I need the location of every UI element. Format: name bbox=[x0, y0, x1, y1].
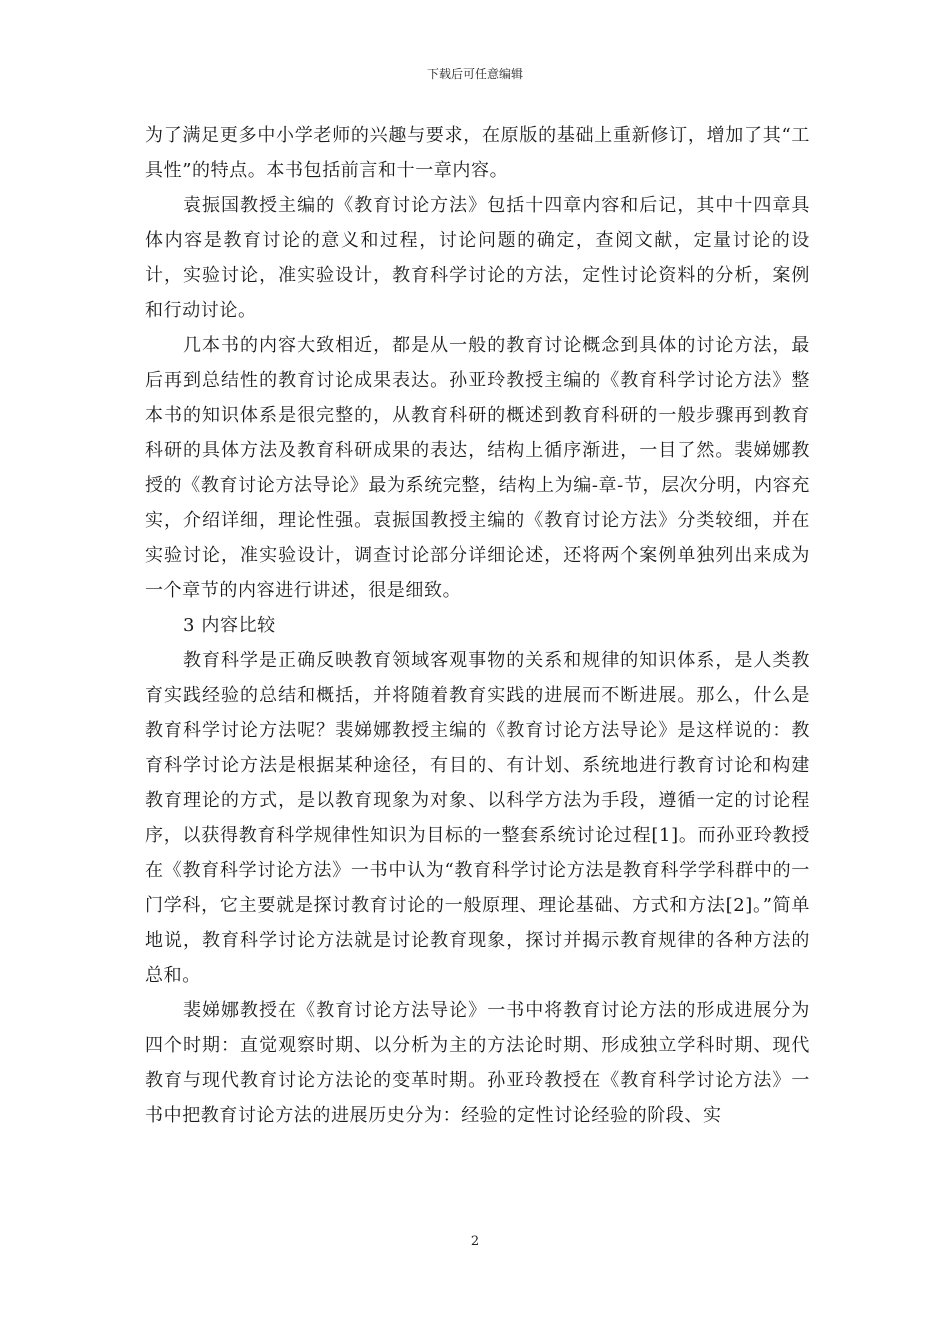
document-body bbox=[145, 118, 810, 1133]
page-header: 下载后可任意编辑 bbox=[426, 67, 523, 81]
paragraph: 袁振国教授主编的《教育讨论方法》包括十四章内容和后记，其中十四章具体内容是教育讨论的意义和过程，讨论问题的确定，查阅文献，定量讨论的设计，实验讨论，准实验设计，教育科学讨论的方法，定性讨论资料的分析，案例和行动讨论。 bbox=[145, 195, 810, 321]
paragraph-continuation: 为了满足更多中小学老师的兴趣与要求，在原版的基础上重新修订，增加了其“工具性”的特点。本书包括前言和十一章内容。 bbox=[145, 125, 810, 181]
section-heading: 3 内容比较 bbox=[183, 615, 276, 636]
paragraph: 教育科学是正确反映教育领域客观事物的关系和规律的知识体系，是人类教育实践经验的总结和概括，并将随着教育实践的进展而不断进展。那么，什么是教育科学讨论方法呢？裴娣娜教授主编的《教育讨论方法导论》是这样说的：教育科学讨论方法是根据某种途径，有目的、有计划、系统地进行教育讨论和构建教育理论的方式，是以教育现象为对象、以科学方法为手段，遵循一定的讨论程序，以获得教育科学规律性知识为目标的一整套系统讨论过程[1]。而孙亚玲教授在《教育科学讨论方法》一书中认为“教育科学讨论方法是教育科学学科群中的一门学科，它主要就是探讨教育讨论的一般原理、理论基础、方式和方法[2]。”简单地说，教育科学讨论方法就是讨论教育现象，探讨并揭示教育规律的各种方法的总和。 bbox=[145, 650, 810, 986]
paragraph: 裴娣娜教授在《教育讨论方法导论》一书中将教育讨论方法的形成进展分为四个时期：直觉观察时期、以分析为主的方法论时期、形成独立学科时期、现代教育与现代教育讨论方法论的变革时期。孙亚玲教授在《教育科学讨论方法》一书中把教育讨论方法的进展历史分为：经验的定性讨论经验的阶段、实 bbox=[145, 1000, 810, 1126]
paragraph: 几本书的内容大致相近，都是从一般的教育讨论概念到具体的讨论方法，最后再到总结性的教育讨论成果表达。孙亚玲教授主编的《教育科学讨论方法》整本书的知识体系是很完整的，从教育科研的概述到教育科研的一般步骤再到教育科研的具体方法及教育科研成果的表达，结构上循序渐进，一目了然。裴娣娜教授的《教育讨论方法导论》最为系统完整，结构上为编-章-节，层次分明，内容充实，介绍详细，理论性强。袁振国教授主编的《教育讨论方法》分类较细，并在实验讨论，准实验设计，调查讨论部分详细论述，还将两个案例单独列出来成为一个章节的内容进行讲述，很是细致。 bbox=[145, 335, 810, 601]
page-number: 2 bbox=[470, 1234, 480, 1249]
